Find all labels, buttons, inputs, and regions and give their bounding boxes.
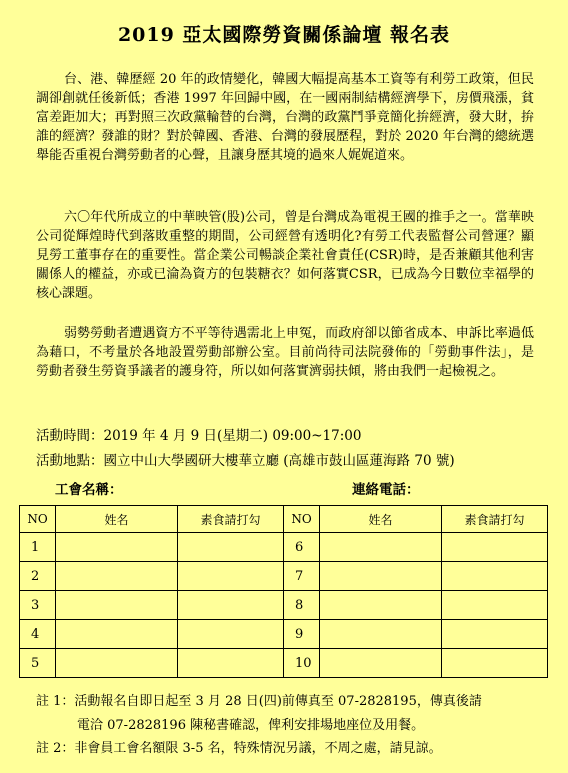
- vegetarian-checkbox-cell[interactable]: [442, 620, 548, 649]
- vegetarian-checkbox-cell[interactable]: [178, 533, 284, 562]
- note-2: 註 2：非會員工會名額限 3-5 名，特殊情況另議，不周之處，請見諒。: [36, 741, 442, 756]
- name-cell[interactable]: [56, 591, 178, 620]
- vegetarian-checkbox-cell[interactable]: [178, 562, 284, 591]
- row-number: 4: [20, 620, 56, 649]
- row-number: 1: [20, 533, 56, 562]
- vegetarian-checkbox-cell[interactable]: [178, 620, 284, 649]
- header-name-right: 姓名: [320, 506, 442, 533]
- header-no-right: NO: [284, 506, 320, 533]
- form-title: 2019 亞太國際勞資關係論壇 報名表: [117, 24, 451, 46]
- name-cell[interactable]: [320, 591, 442, 620]
- intro-paragraph-1: 台、港、韓歷經 20 年的政情變化，韓國大幅提高基本工資等有利勞工政策，但民調卻創就任後新低；香港 1997 年回歸中國，在一國兩制結構經濟學下，房價飛漲，貧富差距加大；再對照三次政黨輪替的台灣，台灣的政黨鬥爭竟簡化拚經濟，發大財，拚誰的經濟？發誰的財？對於韓國、香港、台灣的發展歷程，對於 2020 年台灣的總統選舉能否重視台灣勞動者的心聲，且讓身歷其境的過來人娓娓道來。: [36, 72, 534, 163]
- contact-phone-label: 連絡電話：: [352, 482, 420, 498]
- name-cell[interactable]: [56, 649, 178, 678]
- vegetarian-checkbox-cell[interactable]: [442, 562, 548, 591]
- row-number: 2: [20, 562, 56, 591]
- event-time: 活動時間：2019 年 4 月 9 日(星期二) 09:00~17:00: [36, 428, 362, 444]
- header-no-left: NO: [20, 506, 56, 533]
- row-number: 8: [284, 591, 320, 620]
- row-number: 10: [284, 649, 320, 678]
- header-name-left: 姓名: [56, 506, 178, 533]
- table-header-row: [20, 506, 548, 533]
- table-row: [20, 649, 548, 678]
- note-1-line-2: 電洽 07-2828196 陳秘書確認，俾利安排場地座位及用餐。: [77, 718, 425, 733]
- registration-table: [19, 505, 548, 678]
- vegetarian-checkbox-cell[interactable]: [178, 591, 284, 620]
- table-row: [20, 620, 548, 649]
- row-number: 5: [20, 649, 56, 678]
- row-number: 9: [284, 620, 320, 649]
- name-cell[interactable]: [320, 649, 442, 678]
- vegetarian-checkbox-cell[interactable]: [178, 649, 284, 678]
- name-cell[interactable]: [56, 562, 178, 591]
- intro-paragraph-3: 弱勢勞動者遭遇資方不平等待遇需北上申冤，而政府卻以節省成本、申訴比率過低為藉口，不考量於各地設置勞動部辦公室。目前尚待司法院發佈的「勞動事件法」，是勞動者發生勞資爭議者的護身符，所以如何落實濟弱扶傾，將由我們一起檢視之。: [36, 326, 534, 379]
- note-1-line-1: 註 1：活動報名自即日起至 3 月 28 日(四)前傳真至 07-2828195，傳真後請: [36, 694, 482, 709]
- row-number: 6: [284, 533, 320, 562]
- name-cell[interactable]: [320, 620, 442, 649]
- header-vegetarian-left: 素食請打勾: [178, 506, 284, 533]
- vegetarian-checkbox-cell[interactable]: [442, 533, 548, 562]
- vegetarian-checkbox-cell[interactable]: [442, 591, 548, 620]
- vegetarian-checkbox-cell[interactable]: [442, 649, 548, 678]
- event-place: 活動地點：國立中山大學國研大樓華立廳 (高雄市鼓山區蓮海路 70 號): [36, 453, 455, 469]
- table-row: [20, 591, 548, 620]
- row-number: 3: [20, 591, 56, 620]
- header-vegetarian-right: 素食請打勾: [442, 506, 548, 533]
- name-cell[interactable]: [320, 533, 442, 562]
- name-cell[interactable]: [320, 562, 442, 591]
- intro-paragraph-2: 六〇年代所成立的中華映管(股)公司，曾是台灣成為電視王國的推手之一。當華映公司從輝煌時代到落敗重整的期間，公司經營有透明化?有勞工代表監督公司營運？顯見勞工董事存在的重要性。當企業公司暢談企業社會責任(CSR)時，是否兼顧其他利害關係人的權益，亦或已淪為資方的包裝糖衣？如何落實CSR，已成為今日數位幸福學的核心課題。: [36, 210, 534, 301]
- name-cell[interactable]: [56, 533, 178, 562]
- name-cell[interactable]: [56, 620, 178, 649]
- table-row: [20, 533, 548, 562]
- table-row: [20, 562, 548, 591]
- union-name-label: 工會名稱：: [55, 482, 123, 498]
- row-number: 7: [284, 562, 320, 591]
